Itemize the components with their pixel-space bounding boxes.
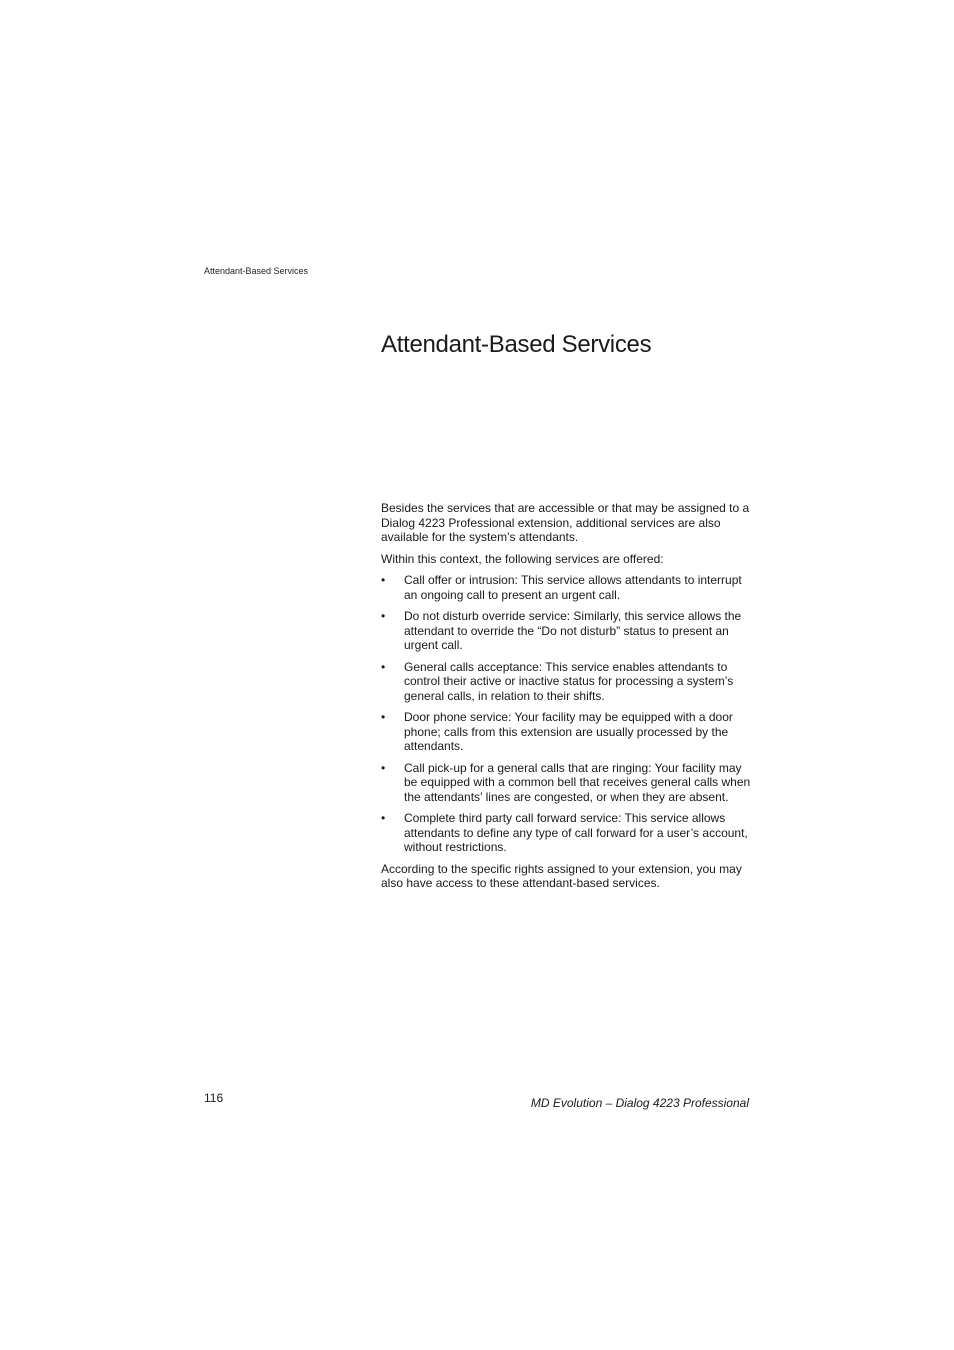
service-text: Complete third party call forward service: This service allows attendants to define any type of call forward for a user’s account, without restrictions. bbox=[404, 811, 748, 854]
bullet-icon: • bbox=[381, 710, 386, 724]
service-list-item bbox=[381, 660, 753, 704]
bullet-icon: • bbox=[381, 760, 386, 775]
services-list bbox=[381, 573, 753, 855]
bullet-icon: • bbox=[381, 609, 386, 623]
running-header: Attendant-Based Services bbox=[204, 266, 309, 276]
service-text: Call pick-up for a general calls that are ringing: Your facility may be equipped with a common bell that receives general calls when the attendants’ lines are congested, or when they are absent. bbox=[404, 760, 751, 804]
service-text: Do not disturb override service: Similarly, this service allows the attendant to override the “Do not disturb” status to present an urgent call. bbox=[404, 609, 742, 652]
footer-document-title: MD Evolution – Dialog 4223 Professional bbox=[530, 1096, 749, 1110]
service-list-item bbox=[381, 573, 753, 602]
body-text bbox=[381, 501, 753, 898]
service-list-item bbox=[381, 761, 753, 805]
service-list-item bbox=[381, 811, 753, 855]
list-intro-paragraph: Within this context, the following services are offered: bbox=[381, 551, 664, 566]
service-list-item bbox=[381, 609, 753, 653]
intro-paragraph: Besides the services that are accessible or that may be assigned to a Dialog 4223 Professional extension, additional services are also available for the system’s attendants. bbox=[381, 501, 750, 544]
service-text: Call offer or intrusion: This service allows attendants to interrupt an ongoing call to present an urgent call. bbox=[404, 573, 742, 602]
bullet-icon: • bbox=[381, 659, 386, 674]
page-number: 116 bbox=[204, 1091, 224, 1105]
page-title: Attendant-Based Services bbox=[381, 331, 652, 358]
bullet-icon: • bbox=[381, 573, 386, 587]
closing-paragraph: According to the specific rights assigned to your extension, you may also have access to these attendant-based services. bbox=[381, 861, 742, 890]
service-text: General calls acceptance: This service enables attendants to control their active or inactive status for processing a system’s general calls, in relation to their shifts. bbox=[404, 659, 734, 703]
bullet-icon: • bbox=[381, 811, 386, 825]
service-list-item bbox=[381, 710, 753, 754]
service-text: Door phone service: Your facility may be equipped with a door phone; calls from this extension are usually processed by the attendants. bbox=[404, 710, 733, 753]
